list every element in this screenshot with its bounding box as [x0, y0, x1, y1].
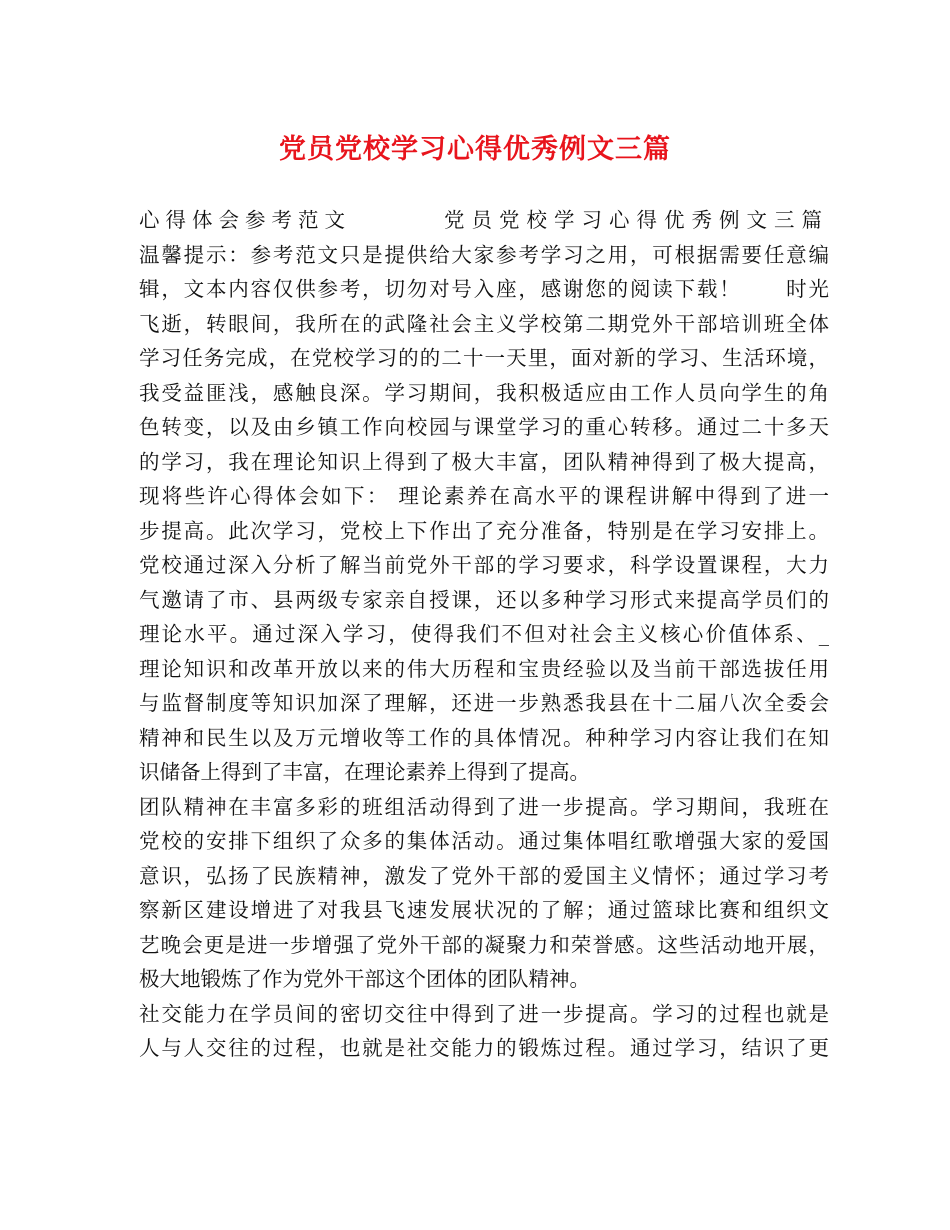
paragraph-line: 温馨提示：参考范文只是提供给大家参考学习之用，可根据需要任意编 — [139, 242, 829, 267]
paragraph-line: 气邀请了市、县两级专家亲自授课，还以多种学习形式来提高学员们的 — [139, 587, 829, 612]
paragraph-line: 飞逝，转眼间，我所在的武隆社会主义学校第二期党外干部培训班全体 — [139, 311, 829, 336]
document-header-line — [139, 203, 829, 238]
paragraph-line: 理论水平。通过深入学习，使得我们不但对社会主义核心价值体系、_ — [139, 622, 829, 646]
paragraph-line: 团队精神在丰富多彩的班组活动得到了进一步提高。学习期间，我班在 — [139, 794, 829, 819]
paragraph-line: 色转变，以及由乡镇工作向校园与课堂学习的重心转移。通过二十多天 — [139, 415, 829, 439]
paragraph-line: 的学习，我在理论知识上得到了极大丰富，团队精神得到了极大提高， — [139, 449, 829, 474]
paragraph-line: 社交能力在学员间的密切交往中得到了进一步提高。学习的过程也就是 — [139, 1001, 829, 1026]
paragraph-line: 理论知识和改革开放以来的伟大历程和宝贵经验以及当前干部选拔任用 — [139, 656, 829, 681]
paragraph-line: 我受益匪浅，感触良深。学习期间，我积极适应由工作人员向学生的角 — [139, 380, 829, 405]
paragraph-line: 艺晚会更是进一步增强了党外干部的凝聚力和荣誉感。这些活动地开展， — [139, 932, 829, 957]
paragraph-line: 与监督制度等知识加深了理解，还进一步熟悉我县在十二届八次全委会 — [139, 691, 829, 715]
header-right-title: 党员党校学习心得优秀例文三篇 — [444, 208, 829, 232]
paragraph-line: 察新区建设增进了对我县飞速发展状况的了解；通过篮球比赛和组织文 — [139, 898, 829, 922]
paragraph-line: 党校的安排下组织了众多的集体活动。通过集体唱红歌增强大家的爱国 — [139, 829, 829, 853]
paragraph-line: 步提高。此次学习，党校上下作出了充分准备，特别是在学习安排上。 — [139, 518, 829, 543]
paragraph-line: 极大地锻炼了作为党外干部这个团体的团队精神。 — [139, 967, 590, 991]
header-left-label: 心得体会参考范文 — [139, 208, 351, 232]
paragraph-line: 现将些许心得体会如下： 理论素养在高水平的课程讲解中得到了进一 — [139, 484, 829, 508]
paragraph-line: 识储备上得到了丰富，在理论素养上得到了提高。 — [139, 760, 590, 784]
paragraph-line: 精神和民生以及万元增收等工作的具体情况。种种学习内容让我们在知 — [139, 725, 829, 750]
paragraph-line: 人与人交往的过程，也就是社交能力的锻炼过程。通过学习，结识了更 — [139, 1036, 829, 1060]
document-title: 党员党校学习心得优秀例文三篇 — [279, 134, 671, 165]
paragraph-line: 意识，弘扬了民族精神，激发了党外干部的爱国主义情怀；通过学习考 — [139, 863, 829, 888]
paragraph-line: 党校通过深入分析了解当前党外干部的学习要求，科学设置课程，大力 — [139, 553, 829, 577]
paragraph-line: 辑，文本内容仅供参考，切勿对号入座，感谢您的阅读下载！ 时光 — [139, 277, 829, 301]
paragraph-line: 学习任务完成，在党校学习的的二十一天里，面对新的学习、生活环境， — [139, 346, 829, 370]
document-body — [139, 203, 829, 1066]
